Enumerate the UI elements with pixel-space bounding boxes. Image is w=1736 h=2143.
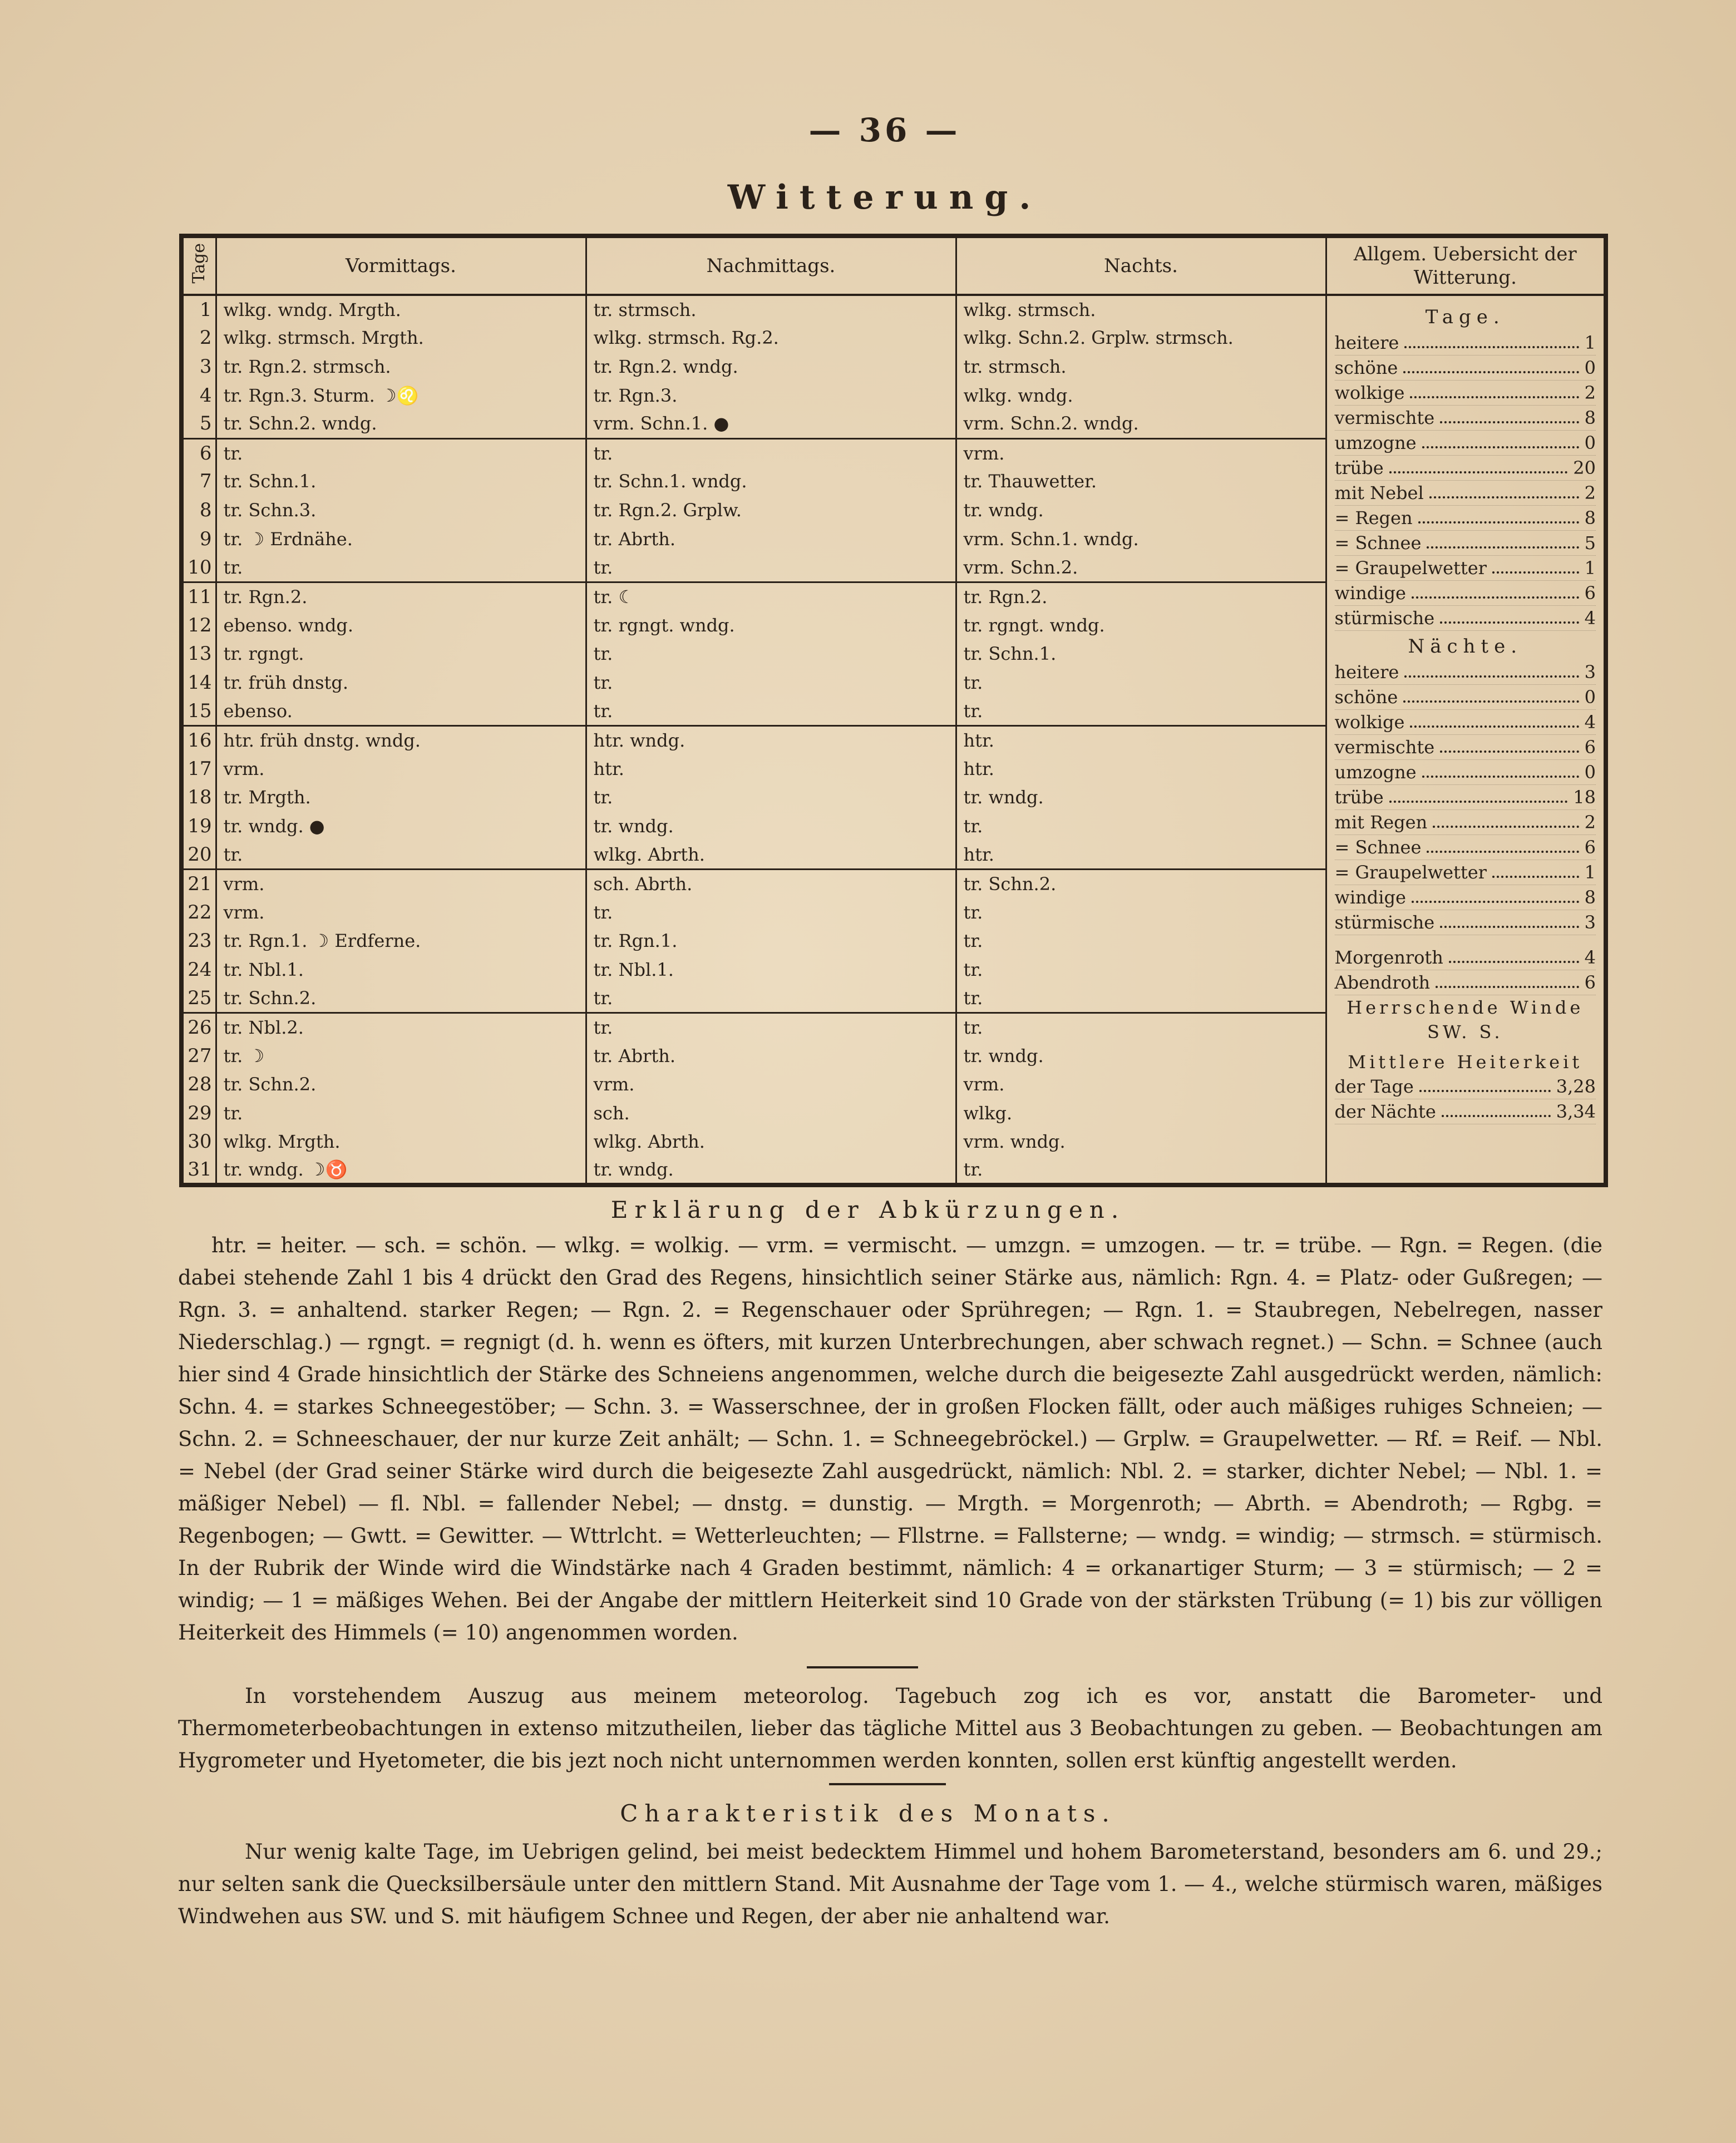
header-summary: Allgem. Uebersicht der Witterung. — [1326, 236, 1606, 295]
summary-naechte-row: = Schnee 6 — [1335, 835, 1596, 860]
vormittags-cell: tr. Schn.1. — [216, 467, 586, 496]
day-number: 7 — [181, 467, 216, 496]
vormittags-cell: tr. Nbl.2. — [216, 1013, 586, 1041]
summary-tage-row: windige 6 — [1335, 581, 1596, 606]
nachmittags-cell: tr. strmsch. — [586, 295, 956, 324]
day-number: 16 — [181, 725, 216, 754]
table-header-row — [181, 236, 1606, 295]
nachmittags-cell: tr. wndg. — [586, 812, 956, 841]
nachmittags-cell: tr. ☾ — [586, 582, 956, 611]
nachts-cell: tr. — [956, 955, 1326, 984]
nachts-cell: vrm. Schn.2. wndg. — [956, 409, 1326, 438]
nachmittags-cell: tr. — [586, 1013, 956, 1041]
divider-2 — [829, 1783, 946, 1785]
nachmittags-cell: tr. Rgn.1. — [586, 926, 956, 955]
day-number: 11 — [181, 582, 216, 611]
nachmittags-cell: wlkg. Abrth. — [586, 841, 956, 870]
vormittags-cell: tr. Nbl.1. — [216, 955, 586, 984]
day-number: 31 — [181, 1156, 216, 1185]
summary-naechte-row: umzogne 0 — [1335, 760, 1596, 785]
nachts-cell: tr. Rgn.2. — [956, 582, 1326, 611]
day-number: 1 — [181, 295, 216, 324]
day-number: 4 — [181, 381, 216, 410]
nachmittags-cell: sch. Abrth. — [586, 869, 956, 898]
nachmittags-cell: htr. wndg. — [586, 725, 956, 754]
header-vormittags: Vormittags. — [216, 236, 586, 295]
day-number: 30 — [181, 1128, 216, 1157]
vormittags-cell: vrm. — [216, 754, 586, 783]
vormittags-cell: wlkg. wndg. Mrgth. — [216, 295, 586, 324]
day-number: 14 — [181, 668, 216, 697]
nachmittags-cell: tr. — [586, 984, 956, 1013]
nachmittags-cell: tr. — [586, 668, 956, 697]
summary-naechte-row: trübe 18 — [1335, 785, 1596, 810]
nachts-cell: htr. — [956, 725, 1326, 754]
vormittags-cell: wlkg. Mrgth. — [216, 1128, 586, 1157]
summary-tage-row: schöne 0 — [1335, 355, 1596, 381]
nachts-cell: vrm. Schn.2. — [956, 553, 1326, 582]
nachts-cell: tr. — [956, 812, 1326, 841]
nachts-cell: tr. wndg. — [956, 783, 1326, 812]
day-number: 25 — [181, 984, 216, 1013]
header-tage: Tage — [181, 236, 216, 295]
nachts-cell: tr. — [956, 697, 1326, 726]
summary-heiterkeit-row: der Nächte 3,34 — [1335, 1099, 1596, 1124]
page-number: — 36 — — [808, 111, 961, 149]
nachts-cell: vrm. — [956, 1070, 1326, 1099]
summary-winde-heading: Herrschende Winde — [1347, 997, 1584, 1018]
summary-winde-value: SW. S. — [1427, 1021, 1503, 1043]
nachmittags-cell: vrm. Schn.1. ● — [586, 409, 956, 438]
summary-tage-row: = Schnee 5 — [1335, 531, 1596, 556]
summary-tage-row: stürmische 4 — [1335, 606, 1596, 631]
nachts-cell: tr. wndg. — [956, 1041, 1326, 1070]
nachmittags-cell: tr. Schn.1. wndg. — [586, 467, 956, 496]
day-number: 8 — [181, 496, 216, 525]
day-number: 13 — [181, 639, 216, 668]
nachts-cell: tr. strmsch. — [956, 352, 1326, 381]
nachts-cell: vrm. — [956, 438, 1326, 467]
vormittags-cell: tr. Rgn.3. Sturm. ☽♌ — [216, 381, 586, 410]
nachmittags-cell: htr. — [586, 754, 956, 783]
vormittags-cell: tr. wndg. ☽♉ — [216, 1156, 586, 1185]
nachts-cell: tr. — [956, 984, 1326, 1013]
nachmittags-cell: tr. Rgn.2. wndg. — [586, 352, 956, 381]
day-number: 3 — [181, 352, 216, 381]
characteristic-title: Charakteristik des Monats. — [620, 1800, 1116, 1827]
vormittags-cell: tr. früh dnstg. — [216, 668, 586, 697]
summary-morgenroth: Morgenroth 4 — [1335, 945, 1596, 970]
nachts-cell: wlkg. wndg. — [956, 381, 1326, 410]
summary-naechte-row: vermischte 6 — [1335, 735, 1596, 760]
day-number: 23 — [181, 926, 216, 955]
table-row — [181, 295, 1606, 324]
summary-tage-row: wolkige 2 — [1335, 381, 1596, 406]
nachmittags-cell: tr. — [586, 898, 956, 927]
vormittags-cell: tr. ☽ Erdnähe. — [216, 525, 586, 554]
nachmittags-cell: tr. — [586, 639, 956, 668]
summary-naechte-heading: Nächte. — [1408, 635, 1523, 658]
nachts-cell: htr. — [956, 754, 1326, 783]
vormittags-cell: vrm. — [216, 869, 586, 898]
divider-1 — [807, 1666, 918, 1668]
summary-naechte-row: stürmische 3 — [1335, 910, 1596, 935]
nachmittags-cell: vrm. — [586, 1070, 956, 1099]
summary-tage-row: vermischte 8 — [1335, 406, 1596, 431]
nachts-cell: tr. — [956, 1156, 1326, 1185]
note-text: In vorstehendem Auszug aus meinem meteorolog. Tagebuch zog ich es vor, anstatt die Barometer- und Thermometerbeobachtungen in extenso mitzutheilen, lieber das tägliche Mittel aus 3 Beobachtungen zu geben. — Beobachtungen am Hygrometer und Hyetometer, die bis jezt noch nicht unternommen werden konnten, sollen erst künftig angestellt werden. — [178, 1684, 1602, 1772]
nachmittags-cell: tr. — [586, 553, 956, 582]
summary-naechte-row: heitere 3 — [1335, 660, 1596, 685]
nachmittags-cell: tr. — [586, 783, 956, 812]
vormittags-cell: ebenso. wndg. — [216, 611, 586, 640]
vormittags-cell: htr. früh dnstg. wndg. — [216, 725, 586, 754]
day-number: 12 — [181, 611, 216, 640]
nachmittags-cell: tr. Rgn.2. Grplw. — [586, 496, 956, 525]
nachts-cell: tr. wndg. — [956, 496, 1326, 525]
nachts-cell: tr. — [956, 898, 1326, 927]
vormittags-cell: tr. ☽ — [216, 1041, 586, 1070]
summary-tage-row: = Graupelwetter 1 — [1335, 556, 1596, 581]
summary-tage-heading: Tage. — [1425, 306, 1505, 328]
day-number: 17 — [181, 754, 216, 783]
summary-tage-row: = Regen 8 — [1335, 506, 1596, 531]
vormittags-cell: tr. Schn.2. — [216, 984, 586, 1013]
day-number: 9 — [181, 525, 216, 554]
nachts-cell: tr. — [956, 926, 1326, 955]
summary-naechte-row: = Graupelwetter 1 — [1335, 860, 1596, 885]
vormittags-cell: tr. Schn.3. — [216, 496, 586, 525]
summary-tage-row: mit Nebel 2 — [1335, 481, 1596, 506]
nachmittags-cell: tr. wndg. — [586, 1156, 956, 1185]
vormittags-cell: tr. Rgn.1. ☽ Erdferne. — [216, 926, 586, 955]
vormittags-cell: wlkg. strmsch. Mrgth. — [216, 324, 586, 353]
summary-naechte-row: mit Regen 2 — [1335, 810, 1596, 835]
vormittags-cell: tr. Rgn.2. — [216, 582, 586, 611]
header-nachts: Nachts. — [956, 236, 1326, 295]
nachts-cell: tr. rgngt. wndg. — [956, 611, 1326, 640]
day-number: 21 — [181, 869, 216, 898]
day-number: 28 — [181, 1070, 216, 1099]
nachts-cell: wlkg. strmsch. — [956, 295, 1326, 324]
abbreviations-text: htr. = heiter. — sch. = schön. — wlkg. = wolkig. — vrm. = vermischt. — umzgn. = umzogen. — tr. = trübe. — Rgn. = Regen. (die dabei stehende Zahl 1 bis 4 drückt den Grad des Regens, hinsichtlich seiner Stärke aus, nämlich: Rgn. 4. = Platz- oder Gußregen; — Rgn. 3. = anhaltend. starker Regen; — Rgn. 2. = Regenschauer oder Sprühregen; — Rgn. 1. = Staubregen, Nebelregen, nasser Niederschlag.) — rgngt. = regnigt (d. h. wenn es öfters, mit kurzen Unterbrechungen, aber schwach regnet.) — Schn. = Schnee (auch hier sind 4 Grade hinsichtlich der Stärke des Schneiens angenommen, welche durch die beigesezte Zahl ausgedrückt werden, nämlich: Schn. 4. = starkes Schneegestöber; — Schn. 3. = Wasserschnee, der in großen Flocken fällt, oder auch mäßiges ruhiges Schneien; — Schn. 2. = Schneeschauer, der nur kurze Zeit anhält; — Schn. 1. = Schneegebröckel.) — Grplw. = Graupelwetter. — Rf. = Reif. — Nbl. = Nebel (der Grad seiner Stärke wird durch die beigesezte Zahl ausgedrückt, nämlich: Nbl. 2. = starker, dichter Nebel; — Nbl. 1. = mäßiger Nebel) — fl. Nbl. = fallender Nebel; — dnstg. = dunstig. — Mrgth. = Morgenroth; — Abrth. = Abendroth; — Rgbg. = Regenbogen; — Gwtt. = Gewitter. — Wttrlcht. = Wetterleuchten; — Fllstrne. = Fallsterne; — wndg. = windig; — strmsch. = stürmisch. In der Rubrik der Winde wird die Windstärke nach 4 Graden bestimmt, nämlich: 4 = orkanartiger Sturm; — 3 = stürmisch; — 2 = windig; — 1 = mäßiges Wehen. Bei der Angabe der mittlern Heiterkeit sind 10 Grade von der stärksten Trübung (= 1) bis zur völligen Heiterkeit des Himmels (= 10) angenommen worden. — [178, 1233, 1602, 1645]
nachts-cell: vrm. wndg. — [956, 1128, 1326, 1157]
nachts-cell: tr. — [956, 668, 1326, 697]
summary-tage-row: heitere 1 — [1335, 330, 1596, 355]
header-nachmittags: Nachmittags. — [586, 236, 956, 295]
vormittags-cell: tr. Schn.2. wndg. — [216, 409, 586, 438]
vormittags-cell: tr. — [216, 553, 586, 582]
day-number: 18 — [181, 783, 216, 812]
day-number: 22 — [181, 898, 216, 927]
vormittags-cell: tr. — [216, 841, 586, 870]
summary-tage-row: umzogne 0 — [1335, 431, 1596, 456]
day-number: 29 — [181, 1099, 216, 1128]
day-number: 5 — [181, 409, 216, 438]
nachts-cell: tr. Schn.1. — [956, 639, 1326, 668]
nachmittags-cell: wlkg. Abrth. — [586, 1128, 956, 1157]
vormittags-cell: tr. Schn.2. — [216, 1070, 586, 1099]
nachts-cell: tr. Schn.2. — [956, 869, 1326, 898]
summary-naechte-row: schöne 0 — [1335, 685, 1596, 710]
day-number: 27 — [181, 1041, 216, 1070]
summary-panel — [1326, 295, 1606, 1185]
vormittags-cell: vrm. — [216, 898, 586, 927]
summary-abendroth: Abendroth 6 — [1335, 970, 1596, 995]
nachmittags-cell: tr. Nbl.1. — [586, 955, 956, 984]
nachmittags-cell: sch. — [586, 1099, 956, 1128]
vormittags-cell: tr. — [216, 1099, 586, 1128]
nachmittags-cell: tr. Abrth. — [586, 1041, 956, 1070]
vormittags-cell: tr. — [216, 438, 586, 467]
nachmittags-cell: tr. Abrth. — [586, 525, 956, 554]
nachmittags-cell: tr. Rgn.3. — [586, 381, 956, 410]
abbreviations-title: Erklärung der Abkürzungen. — [610, 1196, 1126, 1223]
section-title: Witterung. — [727, 178, 1042, 217]
nachmittags-cell: wlkg. strmsch. Rg.2. — [586, 324, 956, 353]
day-number: 6 — [181, 438, 216, 467]
day-number: 24 — [181, 955, 216, 984]
nachts-cell: wlkg. Schn.2. Grplw. strmsch. — [956, 324, 1326, 353]
nachmittags-cell: tr. rgngt. wndg. — [586, 611, 956, 640]
day-number: 19 — [181, 812, 216, 841]
nachts-cell: htr. — [956, 841, 1326, 870]
vormittags-cell: tr. rgngt. — [216, 639, 586, 668]
day-number: 26 — [181, 1013, 216, 1041]
summary-heiterkeit-heading: Mittlere Heiterkeit — [1348, 1051, 1583, 1073]
nachts-cell: tr. Thauwetter. — [956, 467, 1326, 496]
day-number: 20 — [181, 841, 216, 870]
nachmittags-cell: tr. — [586, 438, 956, 467]
nachmittags-cell: tr. — [586, 697, 956, 726]
vormittags-cell: tr. wndg. ● — [216, 812, 586, 841]
summary-naechte-row: wolkige 4 — [1335, 710, 1596, 735]
summary-naechte-row: windige 8 — [1335, 885, 1596, 910]
summary-tage-row: trübe 20 — [1335, 456, 1596, 481]
nachts-cell: wlkg. — [956, 1099, 1326, 1128]
day-number: 15 — [181, 697, 216, 726]
vormittags-cell: tr. Mrgth. — [216, 783, 586, 812]
day-number: 10 — [181, 553, 216, 582]
weather-table — [179, 234, 1608, 1187]
vormittags-cell: ebenso. — [216, 697, 586, 726]
summary-heiterkeit-row: der Tage 3,28 — [1335, 1074, 1596, 1099]
characteristic-text: Nur wenig kalte Tage, im Uebrigen gelind, bei meist bedecktem Himmel und hohem Barometerstand, besonders am 6. und 29.; nur selten sank die Quecksilbersäule unter den mittlern Stand. Mit Ausnahme der Tage vom 1. — 4., welche stürmisch waren, mäßiges Windwehen aus SW. und S. mit häufigem Schnee und Regen, der aber nie anhaltend war. — [178, 1840, 1602, 1928]
nachts-cell: tr. — [956, 1013, 1326, 1041]
vormittags-cell: tr. Rgn.2. strmsch. — [216, 352, 586, 381]
nachts-cell: vrm. Schn.1. wndg. — [956, 525, 1326, 554]
day-number: 2 — [181, 324, 216, 353]
